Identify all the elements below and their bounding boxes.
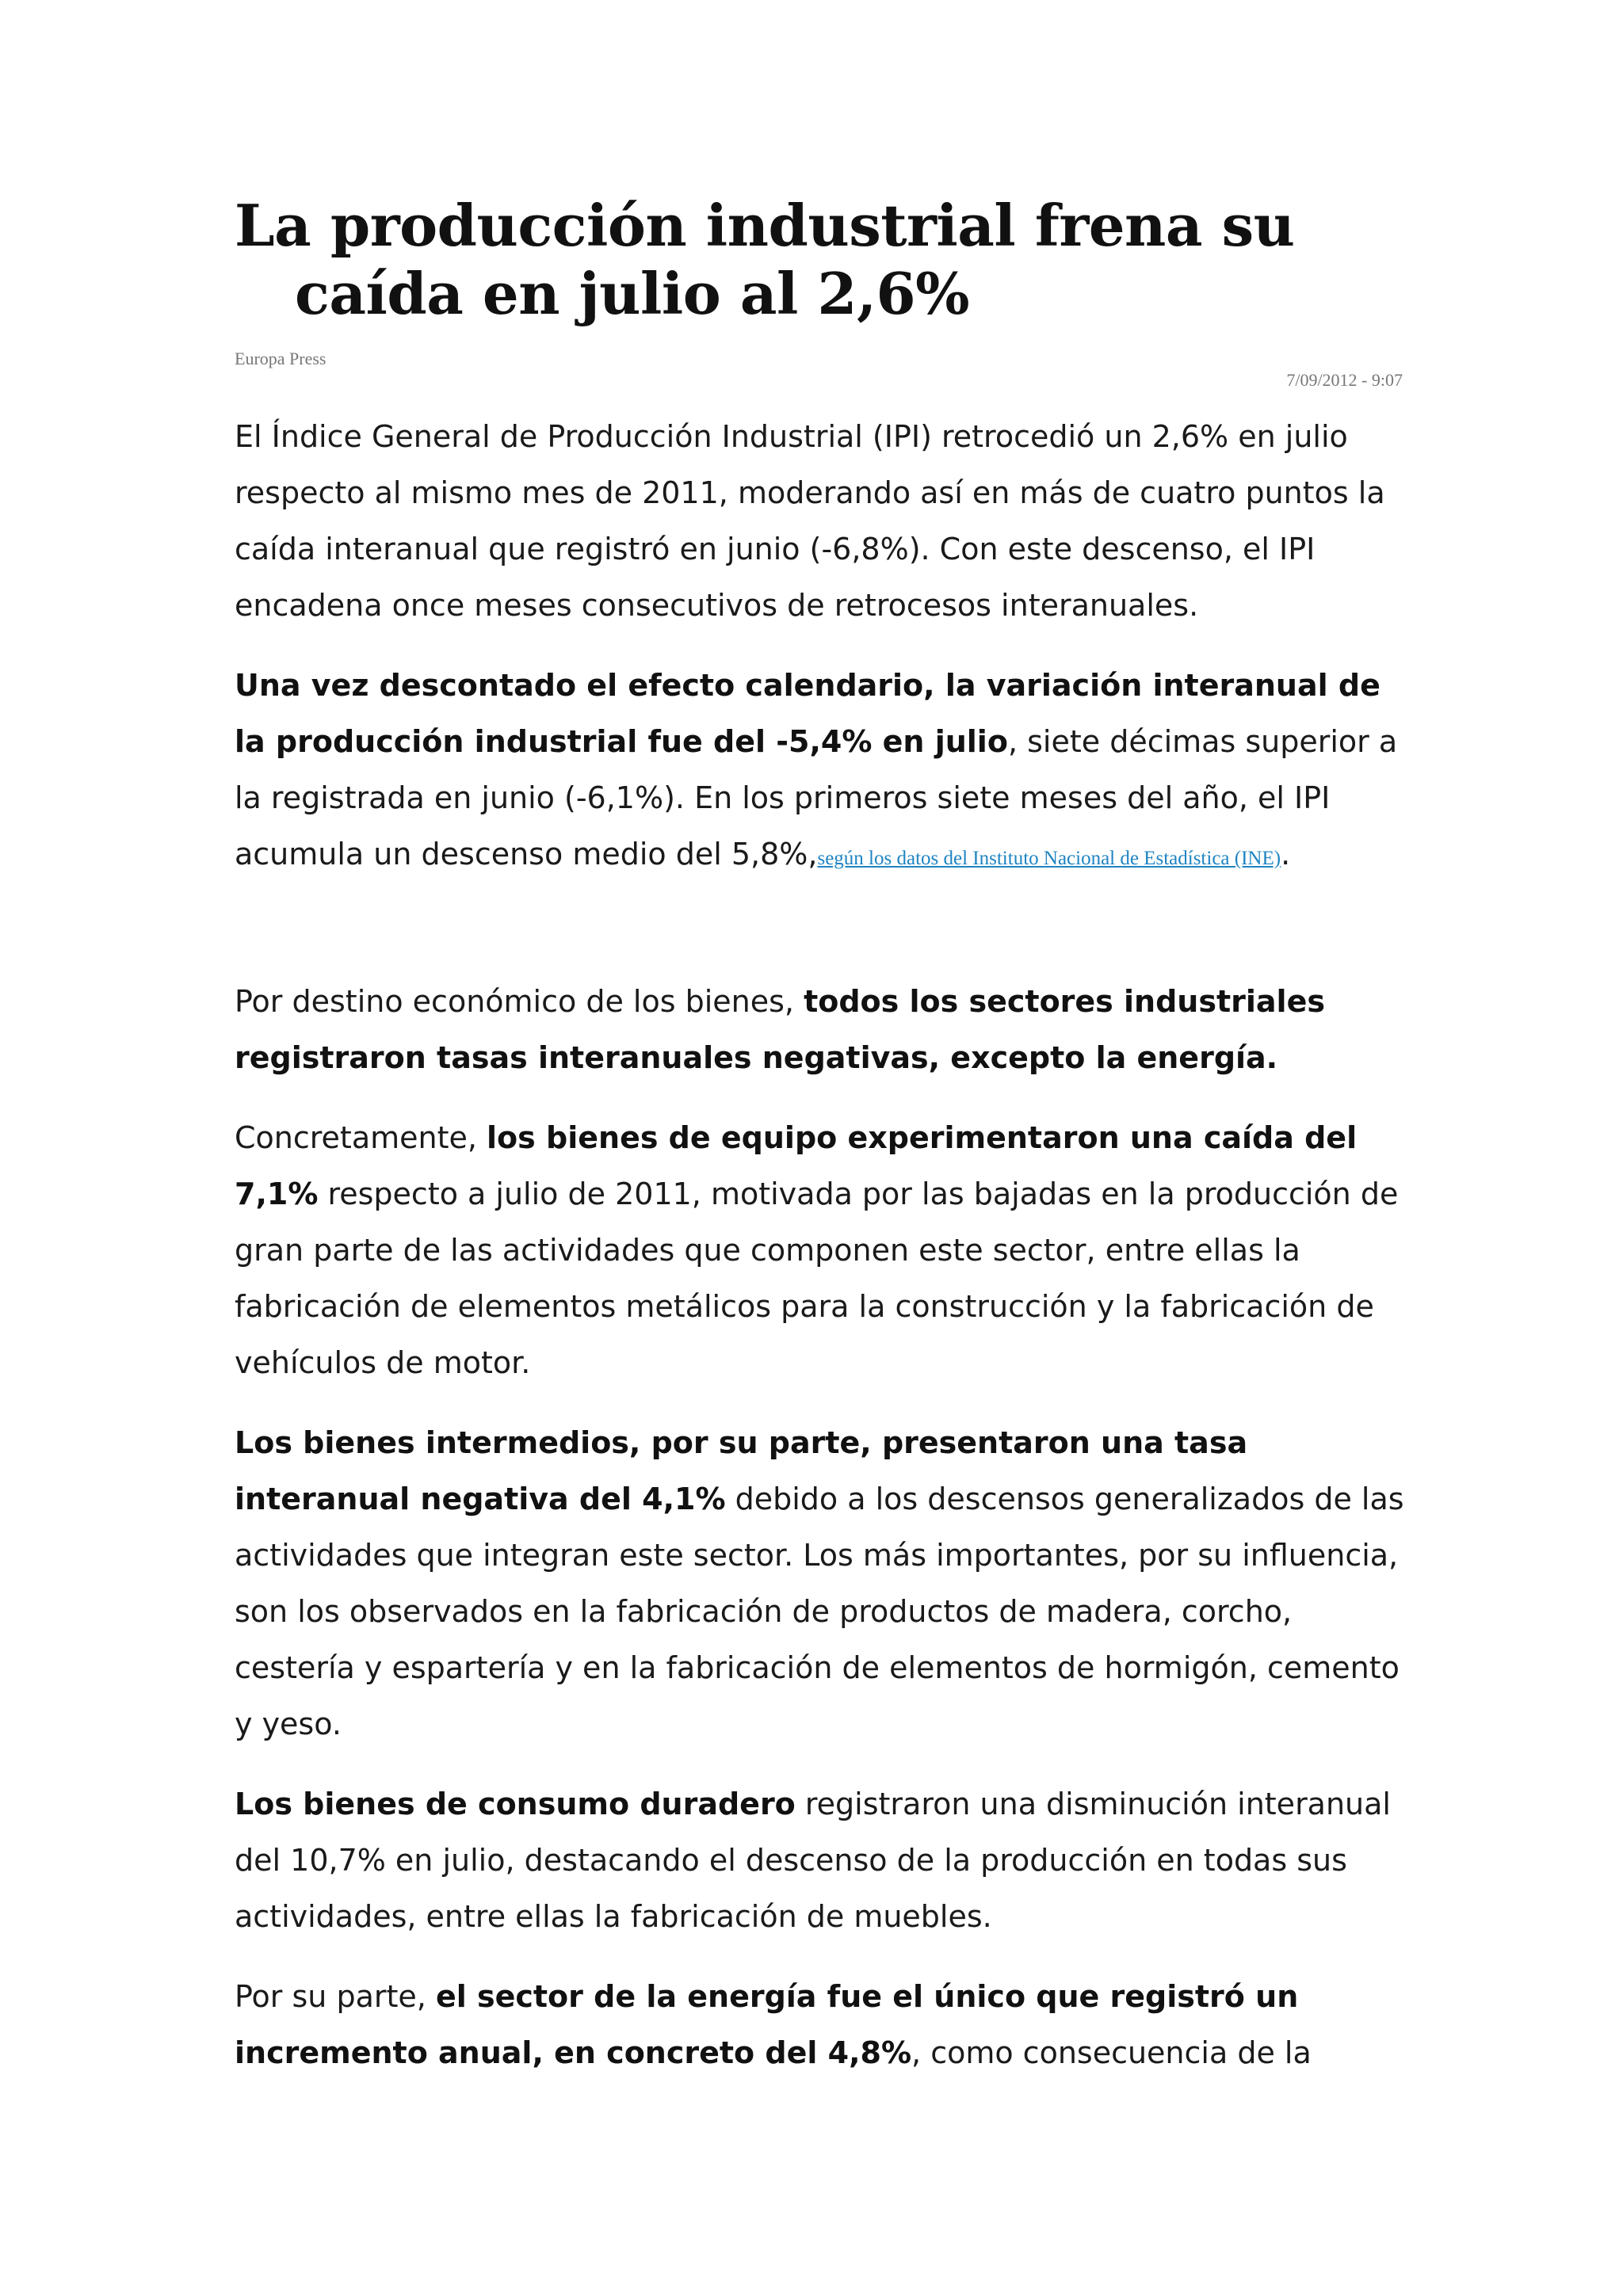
ine-source-link[interactable]: según los datos del Instituto Nacional de Estadística (INE) bbox=[817, 848, 1281, 869]
paragraph-5 bbox=[235, 1415, 1407, 1753]
paragraph-7-text: , como consecuencia de la bbox=[911, 2035, 1312, 2070]
paragraph-1-text: El Índice General de Producción Industrial (IPI) retrocedió un 2,6% en julio respecto al mismo mes de 2011, moderando así en más de cuatro puntos la caída interanual que registró en junio (-6,8%). Con este descenso, el IPI encadena once meses consecutivos de retrocesos interanuales. bbox=[235, 419, 1385, 623]
paragraph-2-text: , siete décimas superior a la registrada en junio (-6,1%). En los primeros siete meses del año, el IPI acumula un descenso medio del 5,8%, bbox=[235, 724, 1398, 871]
paragraph-3 bbox=[235, 974, 1407, 1086]
article-body bbox=[235, 409, 1407, 2105]
article-date: 7/09/2012 - 9:07 bbox=[1286, 370, 1403, 390]
paragraph-spacer bbox=[235, 910, 1407, 974]
paragraph-1 bbox=[235, 409, 1407, 634]
paragraph-4 bbox=[235, 1110, 1407, 1391]
paragraph-7-intro: Por su parte, bbox=[235, 1979, 436, 2014]
paragraph-5-bold: Los bienes intermedios, por su parte, presentaron una tasa interanual negativa del 4,1% bbox=[235, 1425, 1248, 1516]
article-source: Europa Press bbox=[235, 349, 327, 368]
headline-line-2: caída en julio al 2,6% bbox=[295, 260, 970, 327]
paragraph-6 bbox=[235, 1776, 1407, 1945]
paragraph-2 bbox=[235, 658, 1407, 887]
article-headline bbox=[235, 192, 1423, 328]
paragraph-4-bold: los bienes de equipo experimentaron una caída del 7,1% bbox=[235, 1120, 1358, 1211]
paragraph-7 bbox=[235, 1969, 1407, 2081]
paragraph-7-bold: el sector de la energía fue el único que registró un incremento anual, en concreto del 4,8% bbox=[235, 1979, 1299, 2070]
paragraph-6-bold: Los bienes de consumo duradero bbox=[235, 1787, 796, 1821]
paragraph-5-text: debido a los descensos generalizados de las actividades que integran este sector. Los más importantes, por su influencia, son los observados en la fabricación de productos de madera, corcho, cestería y espartería y en la fabricación de elementos de hormigón, cemento y yeso. bbox=[235, 1482, 1404, 1741]
paragraph-2-end: . bbox=[1281, 837, 1291, 871]
paragraph-2-bold: Una vez descontado el efecto calendario, la variación interanual de la producción industrial fue del -5,4% en julio bbox=[235, 668, 1381, 759]
paragraph-3-bold: todos los sectores industriales registraron tasas interanuales negativas, excepto la energía. bbox=[235, 984, 1325, 1075]
headline-line-1: La producción industrial frena su bbox=[235, 192, 1295, 259]
paragraph-3-text: Por destino económico de los bienes, bbox=[235, 984, 804, 1019]
paragraph-6-text: registraron una disminución interanual del 10,7% en julio, destacando el descenso de la producción en todas sus actividades, entre ellas la fabricación de muebles. bbox=[235, 1787, 1391, 1934]
paragraph-4-text: respecto a julio de 2011, motivada por las bajadas en la producción de gran parte de las actividades que componen este sector, entre ellas la fabricación de elementos metálicos para la construcción y la fabricación de vehículos de motor. bbox=[235, 1177, 1399, 1380]
paragraph-4-intro: Concretamente, bbox=[235, 1120, 487, 1155]
